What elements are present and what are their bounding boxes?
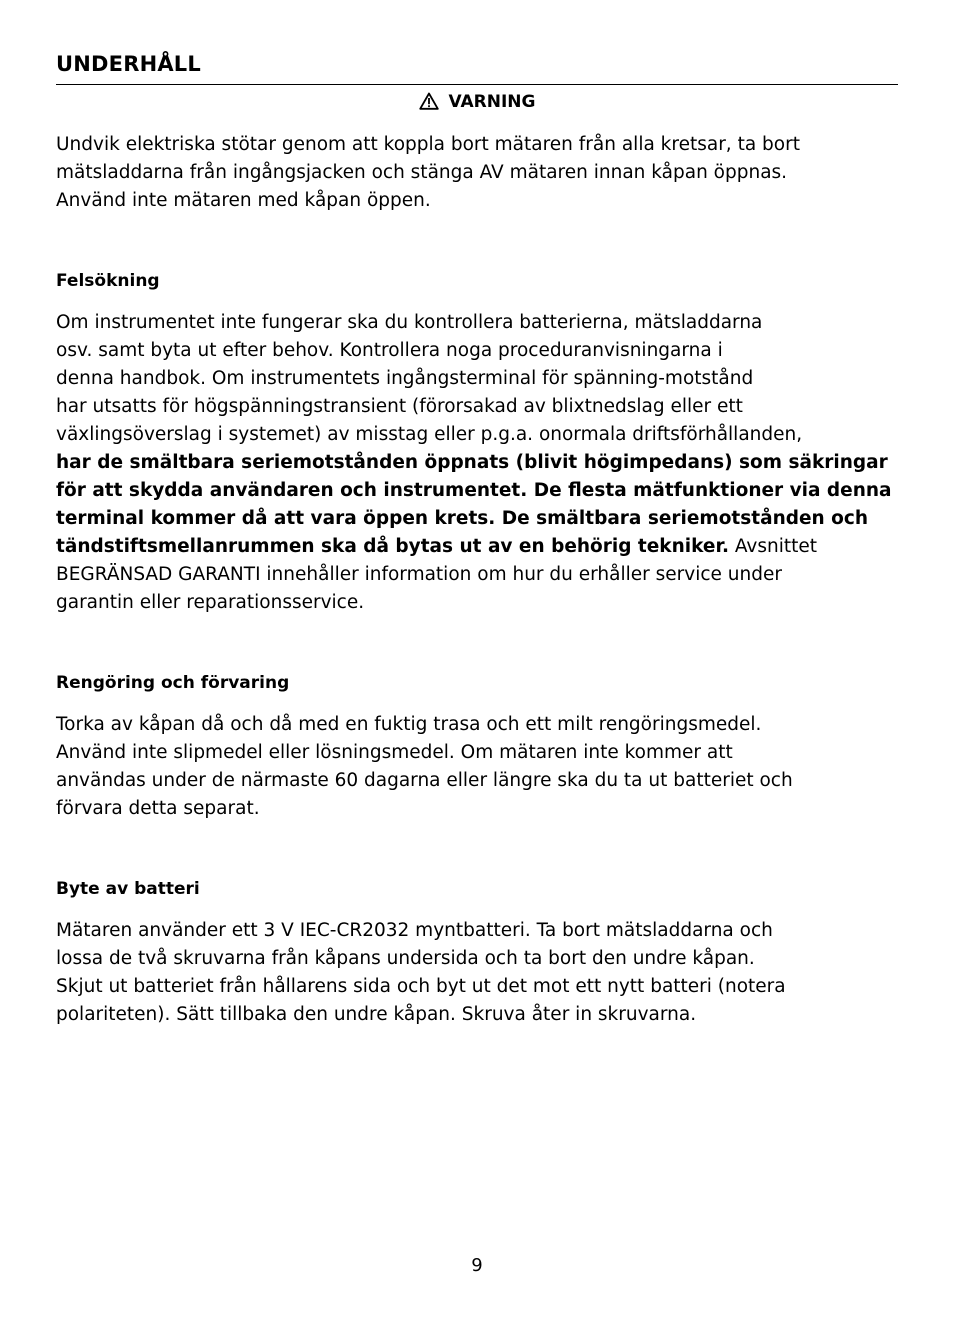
text-line: förvara detta separat. [56, 798, 260, 819]
warning-banner [0, 92, 954, 112]
text-line: Mätaren använder ett 3 V IEC-CR2032 myntbatteri. Ta bort mätsladdarna och [56, 920, 773, 941]
text-line: osv. samt byta ut efter behov. Kontrollera noga proceduranvisningarna i [56, 340, 723, 361]
battery-text [56, 917, 786, 1029]
text-line: Avsnittet [728, 536, 818, 557]
section-heading-battery: Byte av batteri [56, 879, 200, 899]
text-line: Använd inte mätaren med kåpan öppen. [56, 190, 431, 211]
header-divider [56, 84, 898, 85]
text-line: denna handbok. Om instrumentets ingångsterminal för spänning-motstånd [56, 368, 754, 389]
text-line: garantin eller reparationsservice. [56, 592, 365, 613]
text-line-bold: terminal kommer då att vara öppen krets. De smältbara seriemotstånden och [56, 508, 869, 529]
text-line-bold: tändstiftsmellanrummen ska då bytas ut av en behörig tekniker. [56, 536, 729, 557]
text-line: har utsatts för högspänningstransient (förorsakad av blixtnedslag eller ett [56, 396, 743, 417]
text-line-bold: för att skydda användaren och instrumentet. De flesta mätfunktioner via denna [56, 480, 892, 501]
text-line: polariteten). Sätt tillbaka den undre kåpan. Skruva åter in skruvarna. [56, 1004, 697, 1025]
text-line: Skjut ut batteriet från hållarens sida och byt ut det mot ett nytt batteri (notera [56, 976, 786, 997]
text-line: Använd inte slipmedel eller lösningsmedel. Om mätaren inte kommer att [56, 742, 733, 763]
warning-label: VARNING [448, 92, 536, 112]
text-line-bold: har de smältbara seriemotstånden öppnats (blivit högimpedans) som säkringar [56, 452, 888, 473]
text-line: användas under de närmaste 60 dagarna eller längre ska du ta ut batteriet och [56, 770, 793, 791]
page-title: UNDERHÅLL [56, 52, 201, 76]
troubleshooting-text [56, 309, 892, 617]
text-line: mätsladdarna från ingångsjacken och stänga AV mätaren innan kåpan öppnas. [56, 162, 788, 183]
text-line: BEGRÄNSAD GARANTI innehåller information om hur du erhåller service under [56, 564, 782, 585]
text-line: Undvik elektriska stötar genom att koppla bort mätaren från alla kretsar, ta bort [56, 134, 800, 155]
text-line: Om instrumentet inte fungerar ska du kontrollera batterierna, mätsladdarna [56, 312, 763, 333]
page-number: 9 [471, 1255, 483, 1276]
section-heading-cleaning: Rengöring och förvaring [56, 673, 290, 693]
text-line: lossa de två skruvarna från kåpans undersida och ta bort den undre kåpan. [56, 948, 755, 969]
text-line: växlingsöverslag i systemet) av misstag eller p.g.a. onormala driftsförhållanden, [56, 424, 803, 445]
section-heading-troubleshooting: Felsökning [56, 271, 160, 291]
cleaning-text [56, 711, 793, 823]
warning-text [56, 131, 800, 215]
text-line: Torka av kåpan då och då med en fuktig trasa och ett milt rengöringsmedel. [56, 714, 762, 735]
warning-triangle-icon [419, 92, 439, 110]
